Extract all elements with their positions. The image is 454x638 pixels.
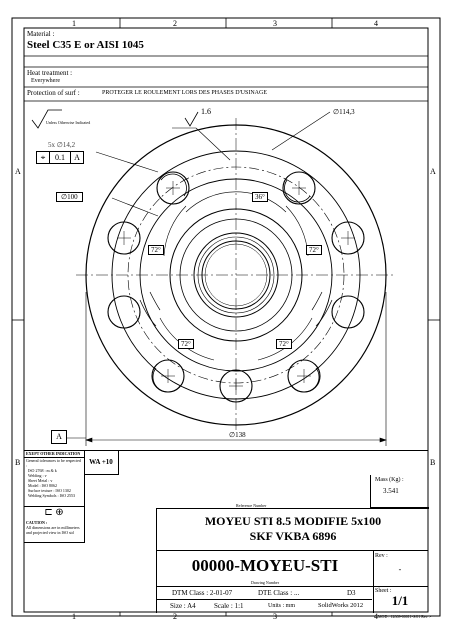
frame-num-top-4: 4 (374, 19, 378, 28)
angle-72-bottom-left: 72° (178, 339, 194, 349)
general-tolerance-line: Welding Symbols : ISO 2553 (28, 493, 76, 498)
dimension-diameter-138: ∅138 (229, 431, 246, 439)
general-tolerance-line: General tolerances to be respected : (26, 458, 81, 468)
frame-num-bottom-4: 4 (374, 612, 378, 621)
info-row-divider (156, 599, 372, 600)
mass-value: 3.541 (383, 487, 399, 495)
dimension-diameter-100: ∅100 (56, 192, 83, 202)
sheet-value: 1/1 (391, 593, 409, 608)
heat-treatment-value: Everywhere (31, 78, 60, 84)
leader-lines (66, 112, 386, 446)
hole-callout: 5x ∅14,2 (48, 141, 76, 149)
protection-value: PROTEGER LE ROULEMENT LORS DES PHASES D'USINAGE (102, 90, 267, 96)
frame-num-top-2: 2 (173, 19, 177, 28)
welding-accuracy: WA +10 (84, 450, 119, 475)
projection-symbol-icon: ⊏ ⊕ (44, 507, 64, 518)
title-line-1: MOYEU STI 8.5 MODIFIE 5x100 (204, 514, 382, 528)
datum-a-box: A (51, 430, 67, 444)
general-tolerance-box (24, 450, 85, 507)
drawing-number: 00000-MOYEU-STI (191, 556, 339, 575)
general-tolerance-title: EXEPT OTHER INDICATION (24, 450, 84, 458)
frame-num-top-1: 1 (72, 19, 76, 28)
sheet-label: Sheet : (375, 588, 392, 594)
revision-box (372, 550, 428, 587)
units-field: Units : mm (268, 603, 296, 609)
heat-treatment-label: Heat treatment : (27, 69, 73, 77)
frame-num-top-3: 3 (273, 19, 277, 28)
size-field: Size : A4 (170, 602, 196, 610)
reference-number-label: Reference Number (236, 503, 267, 508)
material-label: Material : (27, 30, 55, 38)
sheet-box (372, 586, 428, 613)
position-symbol-icon: ⌖ (37, 152, 50, 163)
caution-text: All dimensions are in millimeters and projected view in ISO std (26, 525, 80, 535)
tolerance-frame (36, 151, 84, 164)
frame-num-bottom-3: 3 (273, 612, 277, 621)
scale-field: Scale : 1:1 (214, 602, 244, 610)
title-line-2: SKF VKBA 6896 (249, 529, 337, 543)
dte-class: DTE Class : ... (258, 589, 300, 597)
general-tolerance-line: Sheet Metal : v (28, 478, 53, 483)
footer-reference: MOD : 12869-00011-S/01 Rev :- (378, 614, 432, 619)
drawing-number-label: Drawing Number (250, 580, 280, 585)
general-tolerance-line: Model : ISO 8062 (28, 483, 57, 488)
software-field: SolidWorks 2012 (318, 602, 364, 609)
roughness-symbol (32, 110, 198, 128)
tolerance-datum: A (74, 153, 80, 162)
revision-value: - (398, 565, 402, 574)
angle-72-left: 72° (148, 245, 164, 255)
frame-letter-left-b: B (15, 458, 21, 467)
protection-label: Protection of surf : (27, 89, 80, 97)
frame-letter-left-a: A (15, 167, 21, 176)
title-area (156, 508, 429, 551)
dimension-diameter-114: ∅114,3 (333, 108, 355, 116)
frame-num-bottom-1: 1 (72, 612, 76, 621)
frame-letter-right-b: B (430, 458, 436, 467)
drawing-number-area (156, 550, 374, 587)
angle-72-right: 72° (306, 245, 322, 255)
mass-label: Mass (Kg) : (375, 477, 404, 483)
material-value: Steel C35 E or AISI 1045 (27, 39, 144, 51)
sheet-format: D3 (347, 589, 356, 597)
part-view (32, 110, 396, 446)
general-tolerance-line: Surface texture : ISO 1302 (28, 488, 71, 493)
angle-72-bottom-right: 72° (276, 339, 292, 349)
tolerance-value: 0.1 (50, 152, 71, 163)
caution-title: CAUTION : (26, 520, 48, 525)
roughness-value: 1.6 (201, 107, 211, 116)
general-tolerance-line: Welding : v (28, 473, 47, 478)
angle-36: 36° (252, 192, 268, 202)
revision-label: Rev : (375, 553, 388, 559)
mass-box (370, 475, 429, 508)
projection-box (24, 506, 85, 543)
frame-letter-right-a: A (430, 167, 436, 176)
dtm-class: DTM Class : 2-01-07 (172, 589, 233, 597)
general-tolerance-line: ISO 2768 : m & k (28, 468, 57, 473)
frame-num-bottom-2: 2 (173, 612, 177, 621)
roughness-note: Unless Otherwise Indicated (46, 120, 91, 125)
